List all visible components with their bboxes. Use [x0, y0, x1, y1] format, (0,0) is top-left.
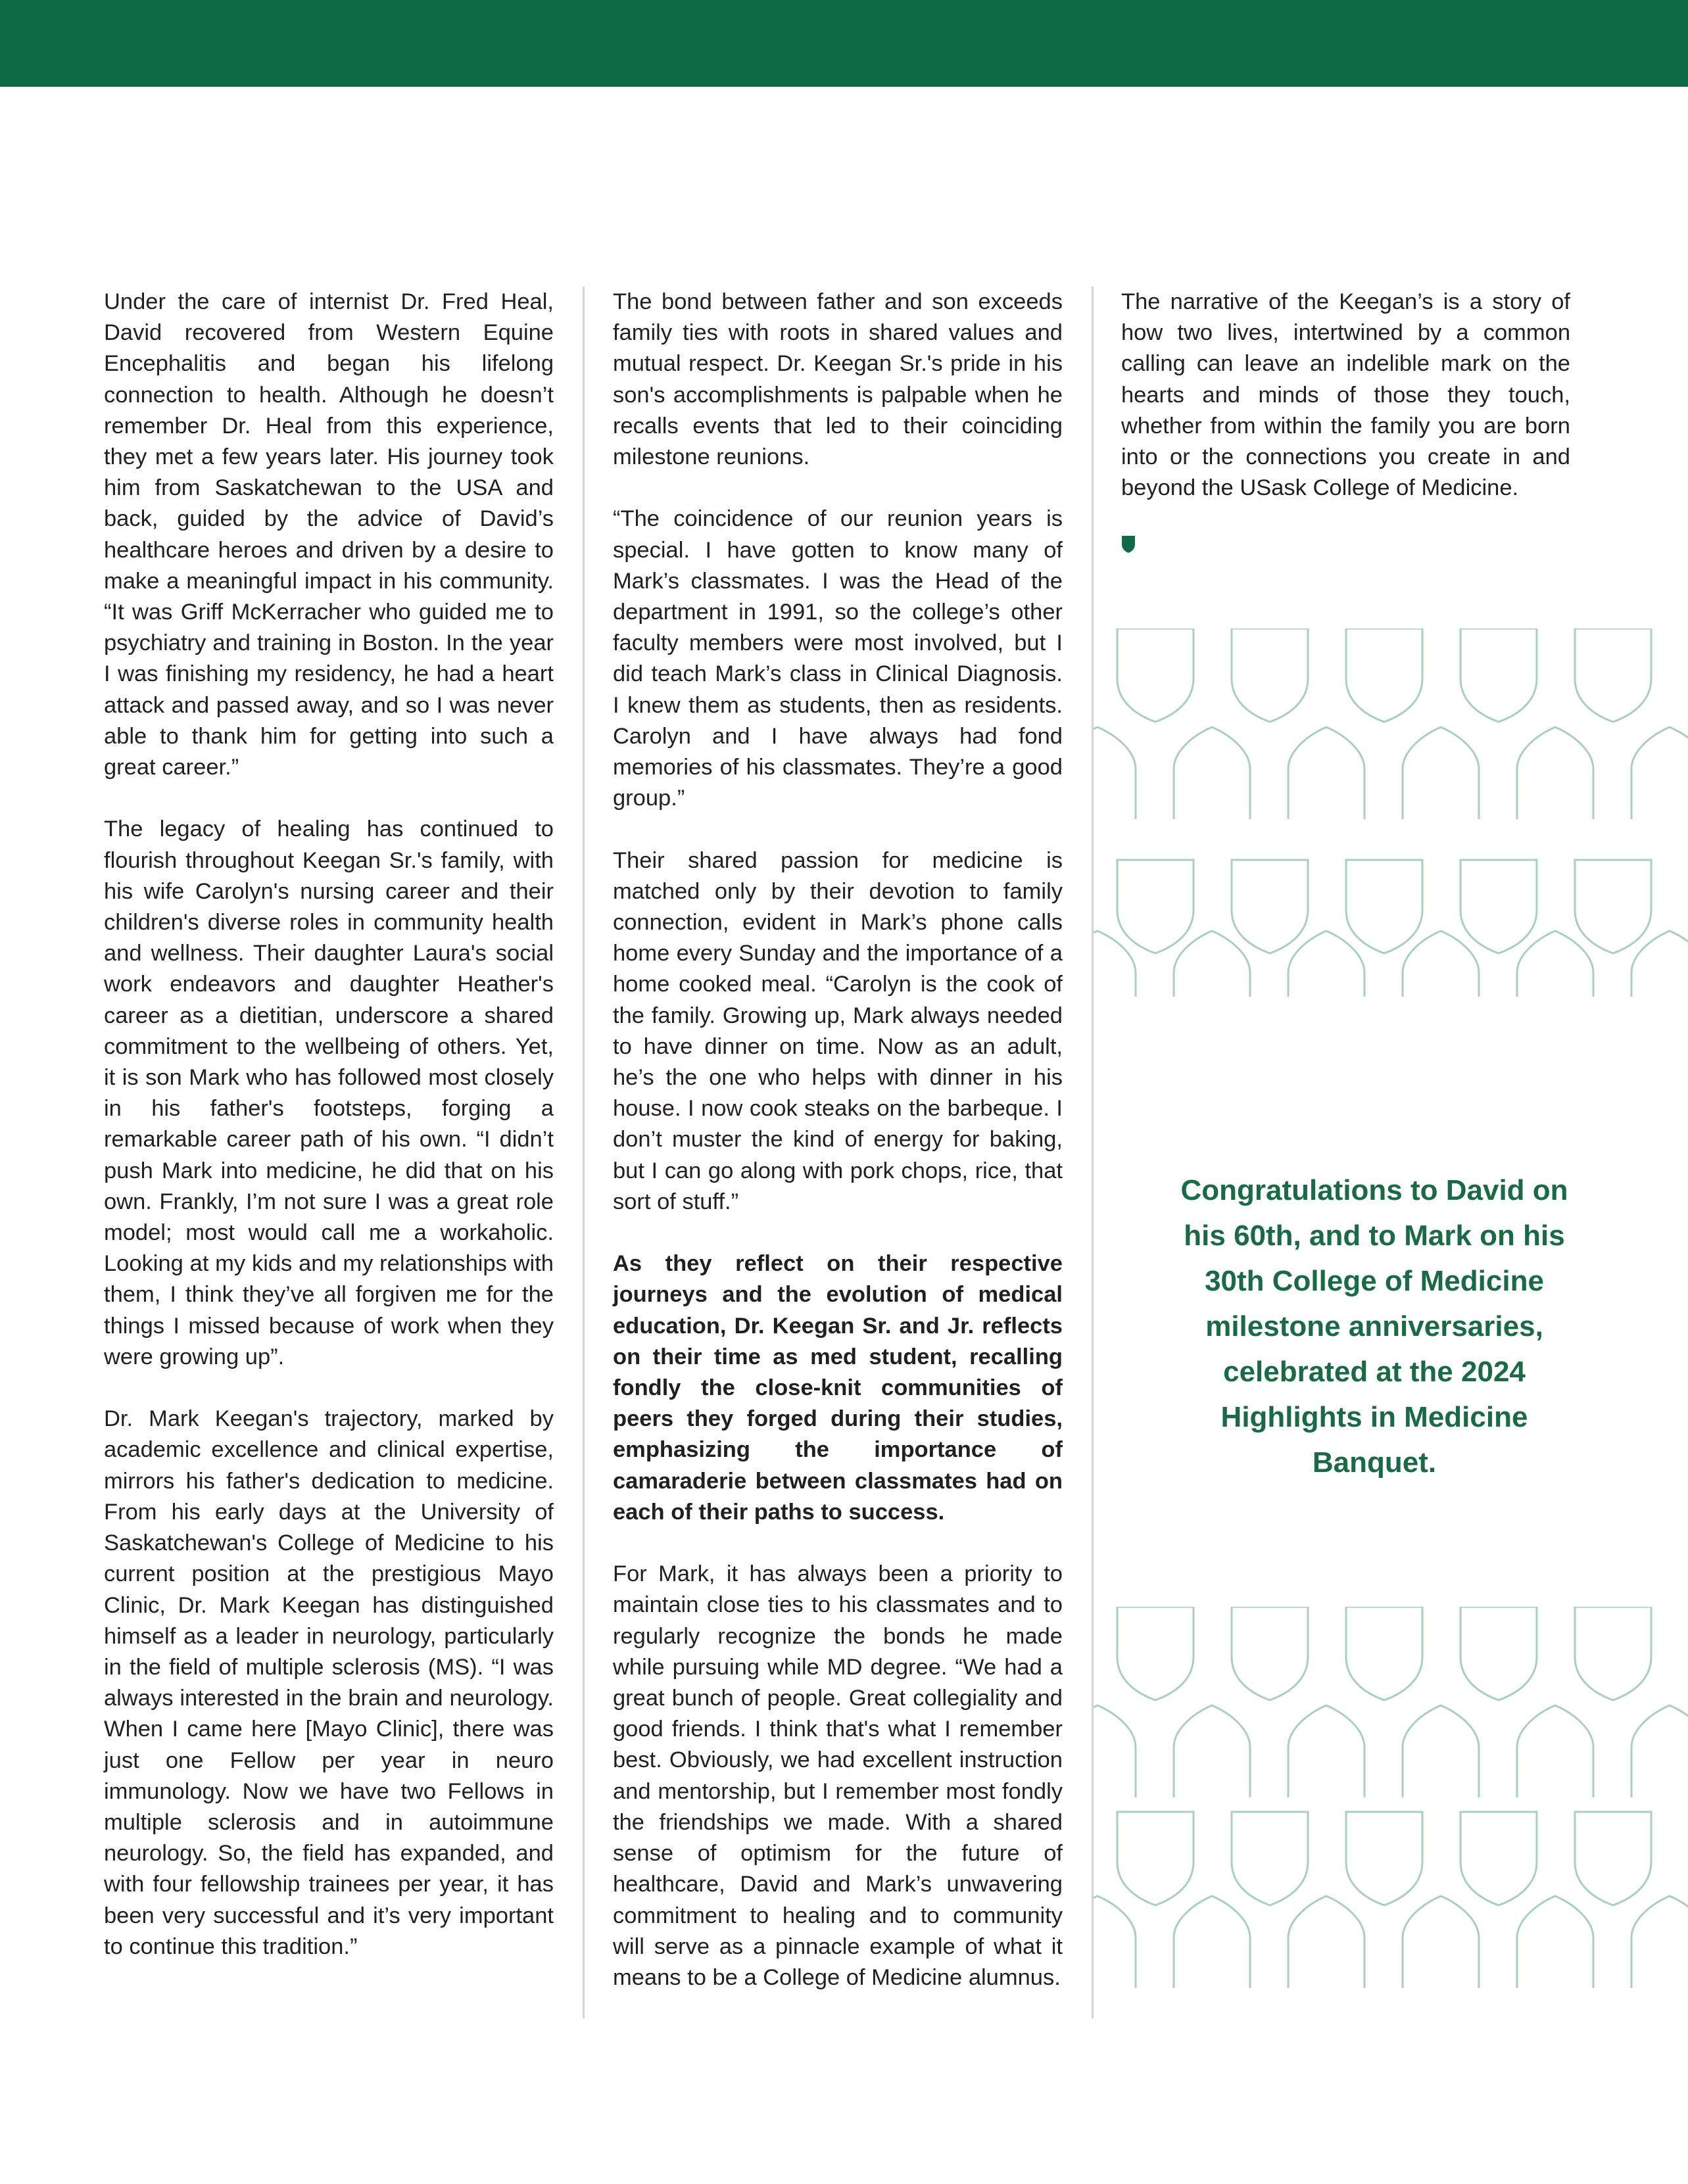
shield-outline-icon: [1232, 629, 1308, 722]
article-column-1: [104, 287, 554, 1962]
shield-outline-icon: [1232, 1607, 1308, 1700]
arch-outline-icon: [1631, 931, 1688, 997]
article-paragraph: The legacy of healing has continued to flourish throughout Keegan Sr.'s family, with his wife Carolyn's nursing career and their children's diverse roles in community health and wellness. Their daughter Laura's social work endeavors and daughter Heather's career as a dietitian, underscore a shared commitment to the wellbeing of others. Yet, it is son Mark who has followed most closely in his father's footsteps, forging a remarkable career path of his own. “I didn’t push Mark into medicine, he did that on his own. Frankly, I’m not sure I was a great role model; most would call me a workaholic. Looking at my kids and my relationships with them, I think they’ve all forgiven me for the things I missed because of work when they were growing up”.: [104, 817, 554, 1369]
shield-outline-icon: [1460, 1812, 1537, 1905]
arch-outline-icon: [1517, 727, 1593, 819]
arch-outline-icon: [1517, 1705, 1593, 1797]
arch-outline-icon: [1517, 931, 1593, 997]
shield-outline-icon: [1232, 1812, 1308, 1905]
arch-outline-icon: [1403, 727, 1479, 819]
article-paragraph: The bond between father and son exceeds family ties with roots in shared values and mutual respect. Dr. Keegan Sr.'s pride in his son's accomplishments is palpable when he recalls events that led to their coinciding milestone reunions.: [613, 289, 1063, 470]
article-paragraph: Under the care of internist Dr. Fred Heal, David recovered from Western Equine Encephalitis and began his lifelong connection to health. Although he doesn’t remember Dr. Heal from this experience, they met a few years later. His journey took him from Saskatchewan to the USA and back, guided by the advice of David’s healthcare heroes and driven by a desire to make a meaningful impact in his community. “It was Griff McKerracher who guided me to psychiatry and training in Boston. In the year I was finishing my residency, he had a heart attack and passed away, and so I was never able to thank him for getting into such a great career.”: [104, 289, 554, 780]
arch-outline-icon: [1403, 1896, 1479, 1988]
shield-outline-icon: [1346, 860, 1422, 953]
shield-outline-icon: [1575, 860, 1651, 953]
shield-outline-icon: [1346, 1812, 1422, 1905]
arch-outline-icon: [1288, 931, 1364, 997]
article-paragraph: Their shared passion for medicine is matched only by their devotion to family connection, evident in Mark’s phone calls home every Sunday and the importance of a home cooked meal. “Carolyn is the cook of the family. Growing up, Mark always needed to have dinner on time. Now as an adult, he’s the one who helps with dinner in his house. I now cook steaks on the barbeque. I don’t muster the kind of energy for baking, but I can go along with pork chops, rice, that sort of stuff.”: [613, 847, 1063, 1214]
shield-arch-pattern-bottom: [1094, 1607, 1688, 2028]
arch-outline-icon: [1288, 727, 1364, 819]
arch-outline-icon: [1094, 727, 1136, 819]
shield-outline-icon: [1460, 860, 1537, 953]
shield-outline-icon: [1117, 860, 1194, 953]
article-paragraph: “The coincidence of our reunion years is special. I have gotten to know many of Mark’s classmates. I was the Head of the department in 1991, so the college’s other faculty members were most involved, but I did teach Mark’s class in Clinical Diagnosis. I knew them as students, then as residents. Carolyn and I have always had fond memories of his classmates. They’re a good group.”: [613, 506, 1063, 811]
arch-outline-icon: [1631, 727, 1688, 819]
shield-outline-icon: [1117, 1812, 1194, 1905]
arch-outline-icon: [1174, 727, 1250, 819]
shield-outline-icon: [1346, 629, 1422, 722]
article-paragraph-bold: As they reflect on their respective journeys and the evolution of medical education, Dr. Keegan Sr. and Jr. reflects on their time as med student, recalling fondly the close-knit communities of peers they forged during their studies, emphasizing the importance of camaraderie between classmates had on each of their paths to success.: [613, 1251, 1063, 1525]
shield-outline-icon: [1460, 629, 1537, 722]
arch-outline-icon: [1517, 1896, 1593, 1988]
arch-outline-icon: [1288, 1705, 1364, 1797]
shield-outline-icon: [1117, 629, 1194, 722]
article-column-2: [613, 287, 1063, 1993]
arch-outline-icon: [1094, 1896, 1136, 1988]
header-bar: [0, 0, 1688, 87]
arch-outline-icon: [1403, 1705, 1479, 1797]
arch-outline-icon: [1174, 1896, 1250, 1988]
shield-outline-icon: [1117, 1607, 1194, 1700]
article-paragraph: Dr. Mark Keegan's trajectory, marked by academic excellence and clinical expertise, mirrors his father's dedication to medicine. From his early days at the University of Saskatchewan's College of Medicine to his current position at the prestigious Mayo Clinic, Dr. Mark Keegan has distinguished himself as a leader in neurology, particularly in the field of multiple sclerosis (MS). “I was always interested in the brain and neurology. When I came here [Mayo Clinic], there was just one Fellow per year in neuro immunology. Now we have two Fellows in multiple sclerosis and in autoimmune neurology. So, the field has expanded, and with four fellowship trainees per year, it has been very successful and it’s very important to continue this tradition.”: [104, 1406, 554, 1959]
shield-outline-icon: [1575, 1812, 1651, 1905]
end-of-story-shield-icon: [1121, 535, 1136, 554]
article-column-3: [1121, 287, 1570, 554]
column-divider: [583, 287, 585, 2018]
shield-outline-icon: [1575, 1607, 1651, 1700]
shield-outline-icon: [1346, 1607, 1422, 1700]
arch-outline-icon: [1631, 1896, 1688, 1988]
arch-outline-icon: [1288, 1896, 1364, 1988]
shield-arch-pattern-top: [1094, 629, 1688, 997]
congratulations-callout: Congratulations to David on his 60th, and to Mark on his 30th College of Medicine milestone anniversaries, celebrated at the 2024 Highlights in Medicine Banquet.: [1180, 1174, 1568, 1479]
arch-outline-icon: [1174, 1705, 1250, 1797]
article-paragraph: For Mark, it has always been a priority to maintain close ties to his classmates and to regularly recognize the bonds he made while pursuing while MD degree. “We had a great bunch of people. Great collegiality and good friends. I think that's what I remember best. Obviously, we had excellent instruction and mentorship, but I remember most fondly the friendships we made. With a shared sense of optimism for the future of healthcare, David and Mark’s unwavering commitment to healing and to community will serve as a pinnacle example of what it means to be a College of Medicine alumnus.: [613, 1561, 1063, 1990]
arch-outline-icon: [1094, 1705, 1136, 1797]
arch-outline-icon: [1631, 1705, 1688, 1797]
article-paragraph: The narrative of the Keegan’s is a story of how two lives, intertwined by a common calling can leave an indelible mark on the hearts and minds of those they touch, whether from within the family you are born into or the connections you create in and beyond the USask College of Medicine.: [1121, 289, 1570, 501]
arch-outline-icon: [1094, 931, 1136, 997]
shield-outline-icon: [1232, 860, 1308, 953]
arch-outline-icon: [1403, 931, 1479, 997]
arch-outline-icon: [1174, 931, 1250, 997]
shield-outline-icon: [1460, 1607, 1537, 1700]
shield-outline-icon: [1575, 629, 1651, 722]
